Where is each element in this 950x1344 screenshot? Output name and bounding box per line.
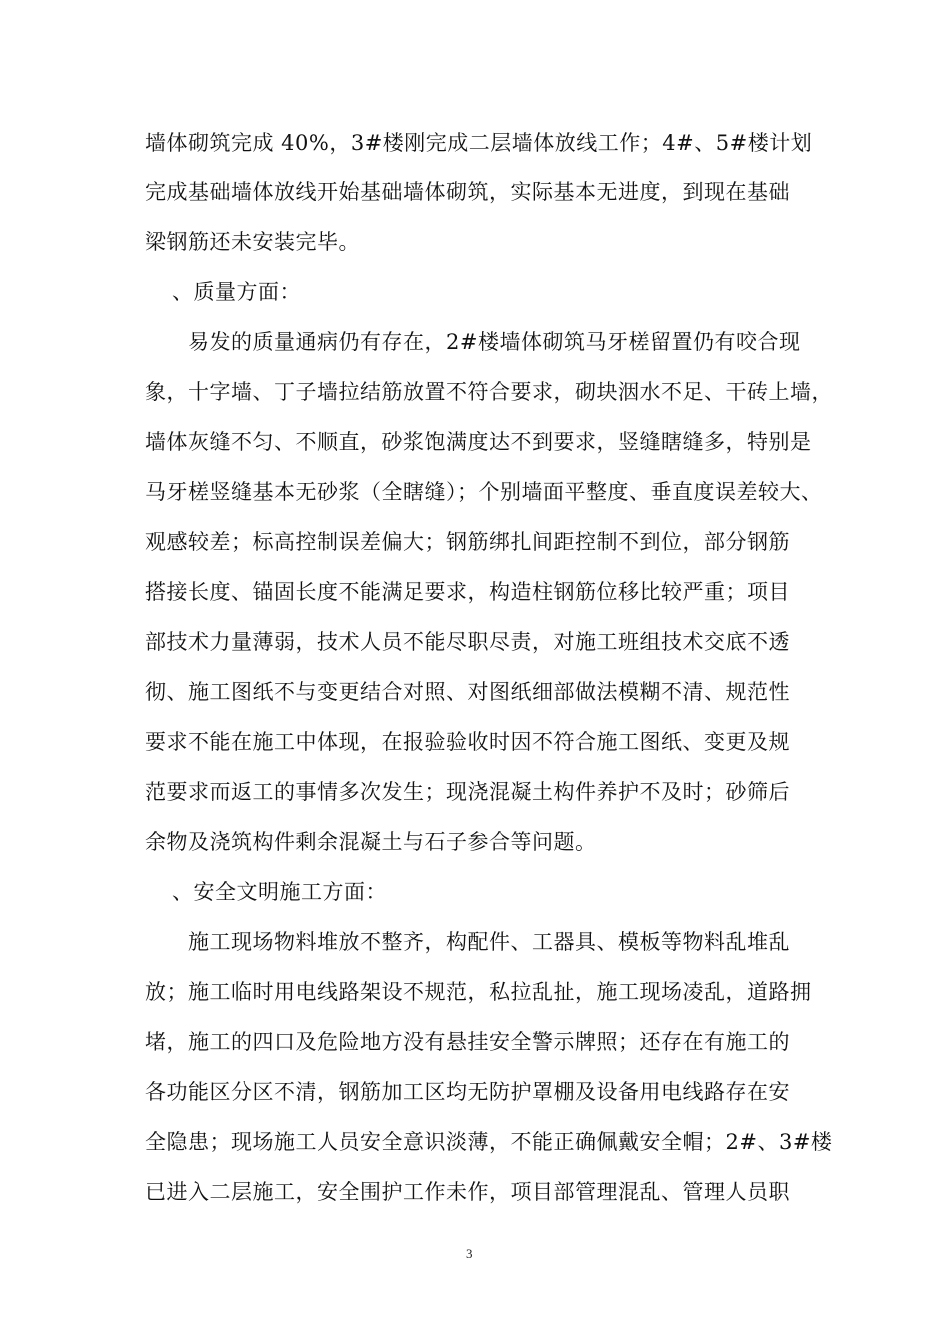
page-number: 3 — [466, 1246, 473, 1261]
section-heading-quality: 、质量方面： — [172, 280, 301, 304]
text-line: 完成基础墙体放线开始基础墙体砌筑，实际基本无进度，到现在基础 — [145, 180, 790, 204]
text-line: 要求不能在施工中体现，在报验验收时因不符合施工图纸、变更及规 — [145, 730, 790, 754]
text-line: 墙体砌筑完成 40%，3#楼刚完成二层墙体放线工作；4#、5#楼计划 — [145, 131, 813, 155]
text-line: 墙体灰缝不匀、不顺直，砂浆饱满度达不到要求，竖缝瞎缝多，特别是 — [145, 430, 812, 454]
text-line: 部技术力量薄弱，技术人员不能尽职尽责，对施工班组技术交底不透 — [145, 630, 790, 654]
text-line: 全隐患；现场施工人员安全意识淡薄，不能正确佩戴安全帽；2#、3#楼 — [145, 1130, 833, 1154]
text-line: 堵，施工的四口及危险地方没有悬挂安全警示牌照；还存在有施工的 — [145, 1030, 790, 1054]
text-line: 马牙槎竖缝基本无砂浆（全瞎缝）；个别墙面平整度、垂直度误差较大、 — [145, 480, 823, 504]
text-line: 余物及浇筑构件剩余混凝土与石子参合等问题。 — [145, 830, 597, 854]
text-line: 观感较差；标高控制误差偏大；钢筋绑扎间距控制不到位，部分钢筋 — [145, 530, 790, 554]
text-line: 放；施工临时用电线路架设不规范，私拉乱扯，施工现场凌乱，道路拥 — [145, 980, 812, 1004]
text-line: 梁钢筋还未安装完毕。 — [145, 230, 360, 254]
text-line: 范要求而返工的事情多次发生；现浇混凝土构件养护不及时；砂筛后 — [145, 780, 790, 804]
section-heading-safety: 、安全文明施工方面： — [172, 880, 387, 904]
text-line: 各功能区分区不清，钢筋加工区均无防护罩棚及设备用电线路存在安 — [145, 1080, 790, 1104]
text-line: 彻、施工图纸不与变更结合对照、对图纸细部做法模糊不清、规范性 — [145, 680, 790, 704]
text-line: 施工现场物料堆放不整齐，构配件、工器具、模板等物料乱堆乱 — [188, 930, 790, 954]
text-line: 象，十字墙、丁子墙拉结筋放置不符合要求，砌块洇水不足、干砖上墙， — [145, 380, 833, 404]
text-line: 搭接长度、锚固长度不能满足要求，构造柱钢筋位移比较严重；项目 — [145, 580, 790, 604]
text-line: 易发的质量通病仍有存在，2#楼墙体砌筑马牙槎留置仍有咬合现 — [188, 330, 801, 354]
text-line: 已进入二层施工，安全围护工作未作，项目部管理混乱、管理人员职 — [145, 1180, 790, 1204]
